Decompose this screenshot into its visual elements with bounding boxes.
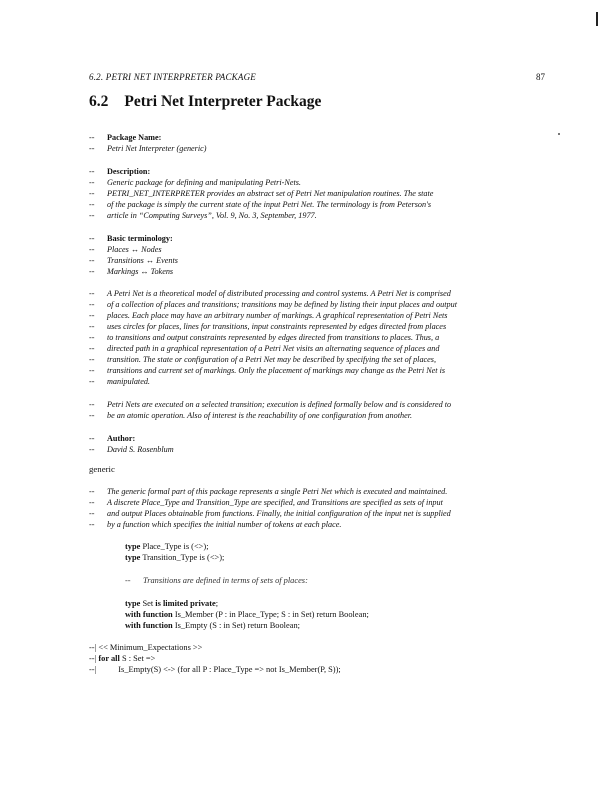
paragraph-line: -- and output Places obtainable from functions. Finally, the initial configuration of the input net is supplied bbox=[89, 509, 451, 518]
code-line: type Transition_Type is (<>); bbox=[125, 553, 225, 562]
terminology-item: -- Transitions ↔ Events bbox=[89, 256, 178, 265]
paragraph-line: -- Petri Nets are executed on a selected transition; execution is defined formally below and is considered to bbox=[89, 400, 452, 409]
terminology-label: -- Basic terminology: bbox=[89, 234, 173, 243]
package-name-label: -- Package Name: bbox=[89, 133, 162, 142]
description-line: -- article in “Computing Surveys”, Vol. 9, No. 3, September, 1977. bbox=[89, 211, 317, 220]
paragraph-line: -- by a function which specifies the initial number of tokens at each place. bbox=[89, 520, 342, 529]
author-value: -- David S. Rosenblum bbox=[89, 445, 174, 454]
paragraph-line: -- uses circles for places, lines for transitions, input constraints represented by edges directed from places bbox=[89, 322, 447, 331]
paragraph-line: -- be an atomic operation. Also of interest is the reachability of one configuration from another. bbox=[89, 411, 413, 420]
running-header: 6.2. PETRI NET INTERPRETER PACKAGE bbox=[89, 72, 256, 82]
description-line: -- of the package is simply the current state of the input Petri Net. The terminology is from Peterson's bbox=[89, 200, 432, 209]
annotation-line: --| << Minimum_Expectations >> bbox=[89, 643, 203, 652]
annotation-line: --| for all S : Set => bbox=[89, 654, 156, 663]
paragraph-line: -- directed path in a graphical representation of a Petri Net visits an alternating sequence of places and bbox=[89, 344, 440, 353]
section-title bbox=[89, 93, 321, 111]
paragraph-line: -- of a collection of places and transitions; transitions may be defined by listing their input places and output bbox=[89, 300, 457, 309]
generic-keyword: generic bbox=[89, 464, 115, 474]
paragraph-line: -- transition. The state or configuration of a Petri Net may be described by specifying the set of places, bbox=[89, 355, 437, 364]
code-comment: -- Transitions are defined in terms of sets of places: bbox=[125, 576, 308, 585]
paragraph-line: -- A Petri Net is a theoretical model of distributed processing and control systems. A Petri Net is comprised bbox=[89, 289, 451, 298]
description-label: -- Description: bbox=[89, 167, 151, 176]
paragraph-line: -- places. Each place may have an arbitrary number of markings. A graphical representation of Petri Nets bbox=[89, 311, 448, 320]
annotation-line: --| Is_Empty(S) <-> (for all P : Place_Type => not Is_Member(P, S)); bbox=[89, 665, 341, 674]
code-line: type Set is limited private; bbox=[125, 599, 219, 608]
paragraph-line: -- to transitions and output constraints represented by edges directed from transitions to places. Thus, a bbox=[89, 333, 440, 342]
description-line: -- Generic package for defining and manipulating Petri-Nets. bbox=[89, 178, 301, 187]
margin-mark bbox=[596, 12, 598, 26]
description-line: -- PETRI_NET_INTERPRETER provides an abstract set of Petri Net manipulation routines. The state bbox=[89, 189, 434, 198]
terminology-item: -- Places ↔ Nodes bbox=[89, 245, 162, 254]
section-title-text: Petri Net Interpreter Package bbox=[124, 93, 322, 110]
paragraph-line: -- transitions and current set of markings. Only the placement of markings may change as the Petri Net is bbox=[89, 366, 446, 375]
code-line: with function Is_Empty (S : in Set) return Boolean; bbox=[125, 621, 300, 630]
page-number: 87 bbox=[536, 72, 545, 82]
package-name-value: -- Petri Net Interpreter (generic) bbox=[89, 144, 207, 153]
paragraph-line: -- The generic formal part of this package represents a single Petri Net which is executed and maintained. bbox=[89, 487, 448, 496]
code-line: type Place_Type is (<>); bbox=[125, 542, 209, 551]
paragraph-line: -- A discrete Place_Type and Transition_Type are specified, and Transitions are specified as sets of input bbox=[89, 498, 443, 507]
author-label: -- Author: bbox=[89, 434, 136, 443]
paragraph-line: -- manipulated. bbox=[89, 377, 150, 386]
section-number: 6.2 bbox=[89, 93, 109, 110]
code-line: with function Is_Member (P : in Place_Type; S : in Set) return Boolean; bbox=[125, 610, 369, 619]
terminology-item: -- Markings ↔ Tokens bbox=[89, 267, 174, 276]
scan-speck bbox=[558, 133, 560, 135]
